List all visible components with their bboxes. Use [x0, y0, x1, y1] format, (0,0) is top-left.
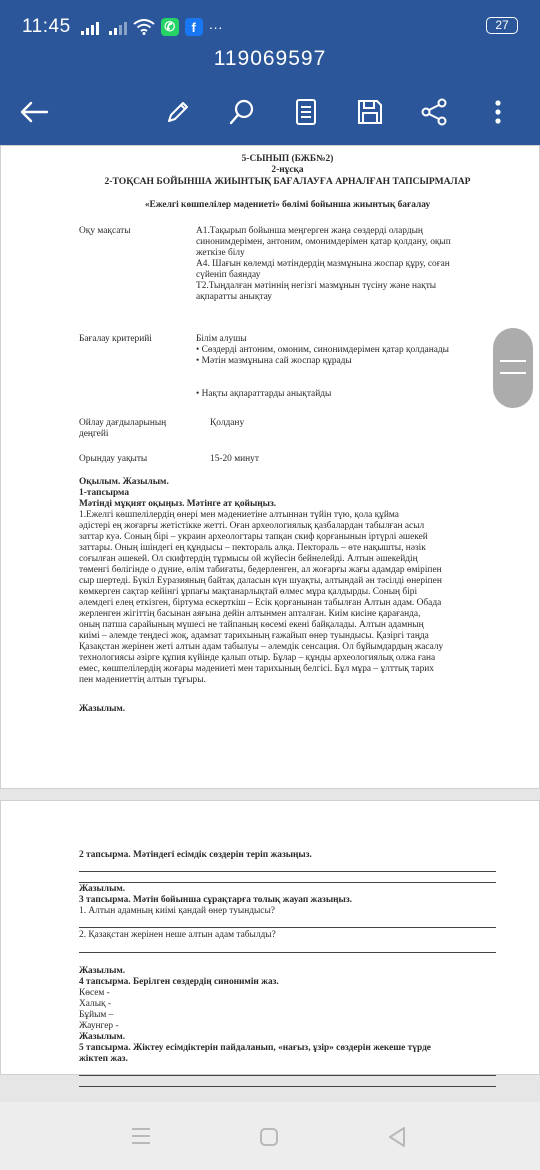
status-bar [22, 16, 223, 38]
writing-label: Жазылым. [79, 884, 126, 894]
text-line: заттары. Оның ішіндегі ең құндысы – пектораль алқа. Пектораль – өте нақышты, нәзік [79, 543, 426, 553]
more-vert-icon[interactable] [478, 92, 518, 132]
objectives-list [196, 226, 496, 303]
toolbar [0, 92, 540, 132]
save-icon[interactable] [350, 92, 390, 132]
heading-grade: 5-СЫНЫП (БЖБ№2) [241, 154, 334, 164]
text-line: соғылған әшекей. Ол скифтердің тұрмысы ой жүйесін бейнелейді. Алтын әшекейдің [79, 554, 418, 564]
objective-line: жеткізе білу [196, 248, 245, 258]
synonym-word: Халық - [79, 999, 112, 1009]
recent-apps-icon[interactable] [130, 1127, 152, 1150]
synonym-word: Бұйым – [79, 1010, 114, 1020]
facebook-icon: f [185, 18, 203, 36]
text-line: заттар куә. Соның бірі – украин археологтары тапқан скиф қорғанынын іртүрлі әшекей [79, 532, 428, 542]
answer-line [79, 1075, 496, 1076]
whatsapp-icon: ✆ [161, 18, 179, 36]
answer-line [79, 952, 496, 953]
objective-line: сүйеніп баяндау [196, 270, 261, 280]
text-line: емес, көшпелілердің жоғары мәдениеті мен тарихының белгісі. Бұл мұра – ұлттық тарих [79, 664, 434, 674]
criteria-list [196, 334, 496, 400]
app-header [0, 0, 540, 145]
scroll-thumb[interactable] [493, 328, 533, 408]
text-line: оның патша сарайының мүшесі не тайпаның көсемі екені байқалады. Алтын адамның [79, 620, 424, 630]
back-arrow-icon[interactable] [14, 92, 54, 132]
task3-title: 3 тапсырма. Мәтін бойынша сұрақтарға толық жауап жазыңыз. [79, 895, 352, 905]
status-time: 11:45 [22, 16, 71, 37]
synonym-word: Көсем - [79, 988, 110, 998]
section-title: Оқылым. Жазылым. [79, 477, 169, 487]
signal-2-icon [109, 19, 127, 35]
task1-instruction: Мәтінді мұқият оқыңыз. Мәтінге ат қойыңыз. [79, 499, 277, 509]
text-line: технологиясы әзірге құпия күйінде қалып отыр. Бұлар – құнды археологиялық олжа ғана [79, 653, 436, 663]
page-2-content [79, 850, 496, 1087]
search-icon[interactable] [222, 92, 262, 132]
back-nav-icon[interactable] [387, 1126, 407, 1153]
thinking-value: Қолдану [210, 418, 245, 428]
more-notifications-icon: ··· [208, 19, 223, 35]
answer-line [79, 927, 496, 928]
writing-label: Жазылым. [79, 704, 126, 714]
heading-main: 2-ТОҚСАН БОЙЫНША ЖИЫНТЫҚ БАҒАЛАУҒА АРНАЛҒАН ТАПСЫРМАЛАР [104, 176, 471, 187]
task4-title: 4 тапсырма. Берілген сөздердің синонимін жаз. [79, 977, 279, 987]
system-nav-bar [0, 1102, 540, 1170]
writing-label: Жазылым. [79, 1032, 126, 1042]
text-line: жерленген жігіттің басынан аяғына дейін алтынмен апталған. Киім кисіне қарағанда, [79, 609, 421, 619]
heading-variant: 2-нұсқа [271, 165, 304, 175]
task1-block [79, 477, 496, 715]
page-1-content [79, 154, 496, 714]
text-line: пен мәдениеттің алтын тұғыры. [79, 675, 206, 685]
document-title: 119069597 [213, 47, 327, 70]
objectives-label: Оқу мақсаты [79, 226, 131, 236]
question-2: 2. Қазақстан жерінен неше алтын адам табылды? [79, 930, 276, 940]
share-icon[interactable] [414, 92, 454, 132]
criteria-line [196, 367, 496, 389]
task2-title: 2 тапсырма. Мәтіндегі есімдік сөздерін теріп жазыңыз. [79, 850, 312, 860]
time-value: 15-20 минут [210, 454, 259, 464]
synonym-word: Жаунгер - [79, 1021, 119, 1031]
thinking-label-line: деңгейі [79, 429, 109, 439]
task1-title: 1-тапсырма [79, 488, 130, 498]
reading-text [79, 510, 496, 686]
answer-line [79, 1086, 496, 1087]
text-line: көмкерген сақтар кейінгі ұрпағы мақтанарлықтай өлмес мұра қалдырды. Соның бірі [79, 587, 418, 597]
wifi-icon [133, 19, 155, 35]
criteria-label: Бағалау критерийі [79, 334, 152, 344]
criteria-line: • Нақты ақпараттарды анықтайды [196, 389, 332, 399]
objectives-row [79, 226, 496, 302]
objective-line: синонимдерімен, антоним, омонимдерімен қатар қолдану, оқып [196, 237, 451, 247]
signal-icon [81, 19, 99, 35]
edit-pencil-icon[interactable] [158, 92, 198, 132]
text-line: Қазақстан жерінен жеті алтын адам табылуы – әлемдік сенсация. Ол бұйымдардың жасалу [79, 642, 444, 652]
task5-title: 5 тапсырма. Жіктеу есімдіктерін пайдаланып, «нағыз, ұзір» сөздерін жекеше түрде [79, 1043, 431, 1053]
home-icon[interactable] [259, 1127, 279, 1152]
text-line: төменгі бөлігінде о дүние, өлім табиғаты, бедерленген, ал жоғарғы жағы адамдар өміріпен [79, 565, 442, 575]
answer-line [79, 882, 496, 883]
text-line: киімі – әлемде теңдесі жоқ, адамзат тарихының ғажайып өнер туындысы. Қазіргі таңда [79, 631, 429, 641]
document-view-icon[interactable] [286, 92, 326, 132]
answer-line [79, 871, 496, 872]
criteria-line: • Сөздерді антоним, омоним, синонимдерімен қатар қолданады [196, 345, 449, 355]
criteria-line: Білім алушы [196, 334, 247, 344]
text-line: әлемдегі елең еткізген, біртума ескерткіш – Есік қорғанынан табылған Алтын адам. Обада [79, 598, 442, 608]
heading-section: «Ежелгі көшпелілер мәдениеті» бөлімі бойынша жиынтық бағалау [144, 200, 431, 210]
objective-line: А1.Тақырып бойынша меңгерген жаңа сөздерді олардың [196, 226, 423, 236]
writing-label: Жазылым. [79, 966, 126, 976]
task5-title-cont: жіктеп жаз. [79, 1054, 128, 1064]
text-line: әдістері ең жоғарғы жетістікке жетті. Оған археологиялық қазбалардан табылған асыл [79, 521, 425, 531]
document-page-1 [0, 145, 540, 789]
objective-line: Т2.Тыңдалған мәтіннің негізгі мазмұнын түсіну және нақты [196, 281, 437, 291]
objective-line: А4. Шағын көлемді мәтіндердің мазмұнына жоспар құру, соған [196, 259, 450, 269]
time-label: Орындау уақыты [79, 454, 148, 464]
objective-line: ақпаратты анықтау [196, 292, 272, 302]
battery-indicator: 27 [486, 17, 518, 34]
text-line: 1.Ежелгі көшпелілердің өнері мен мәдениетіне алтыннан түйін түю, қола құйма [79, 510, 399, 520]
question-1: 1. Алтын адамның киімі қандай өнер туындысы? [79, 906, 275, 916]
document-page-2 [0, 800, 540, 1075]
thinking-label [79, 418, 189, 440]
criteria-line: • Мәтін мазмұнына сай жоспар құрады [196, 356, 352, 366]
thinking-label-line: Ойлау дағдыларының [79, 418, 167, 428]
text-line: сыр шертеді. Бүкіл Еуразияның байтақ даласын күн шуақты, алтындай ән тәсілді өнеріпен [79, 576, 442, 586]
